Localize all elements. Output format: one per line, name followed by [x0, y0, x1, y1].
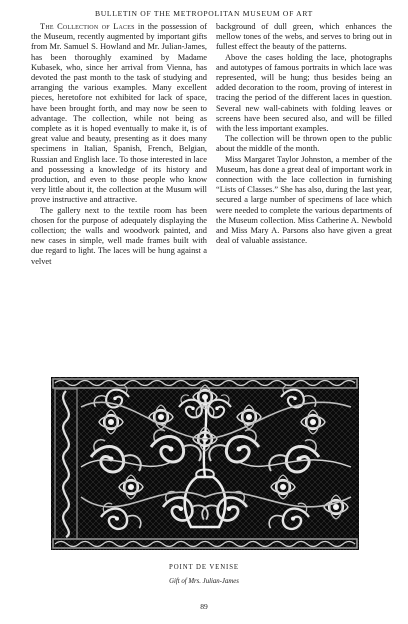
right-column	[216, 22, 392, 246]
paragraph-background-continued: background of dull green, which enhances the mellow tones of the webs, and serves to bring out in fullest effect the beauty of the patterns.	[216, 22, 392, 52]
lace-photograph	[51, 377, 359, 550]
page-number: 89	[200, 602, 208, 611]
paragraph-text: in the possession of the Museum, recently augmented by important gifts from Mr. Samuel S. Howland and Mr. Julian-James, has been thoroughly examined by Madame Kubasek, who, since her arrival from Vienna, has devoted the past month to the task of studying and arranging the various examples. Many excellent pieces, heretofore not exhibited for lack of space, have been brought forth, and may now be seen to advantage. The collection, while not being as complete as it is hoped eventually to make it, is of great value and beauty, presenting as it does many specimens in Italian, Spanish, French, Belgian, Russian and English lace. To those interested in lace and possessing a knowledge of its history and production, and even to those people who know very little about it, the collection at the Musum will prove instructive and attractive.	[31, 22, 207, 205]
paragraph-opening: The collection will be thrown open to the public about the middle of the month.	[216, 134, 392, 154]
paragraph-photographs: Above the cases holding the lace, photographs and autotypes of famous portraits in which lace was represented, will be hung; thus besides being an added decoration to the room, proving of interest in tracing the period of the different laces in question. Several new wall-cabinets with folding leaves or screens have been secured also, and will be filled with the less important examples.	[216, 52, 392, 134]
paragraph-gallery: The gallery next to the textile room has been chosen for the purpose of adequately displaying the collection; the walls and woodwork painted, and new cases in simple, well made frames built with due regard to light. The laces will be hung against a velvet	[31, 205, 207, 266]
lead-in-small-caps: The Collection of Laces	[40, 22, 135, 31]
figure-caption-credit: Gift of Mrs. Julian-James	[169, 578, 239, 585]
paragraph-lace-collection	[31, 22, 207, 206]
point-de-venise-lace-image	[51, 377, 359, 550]
paragraph-acknowledgements: Miss Margaret Taylor Johnston, a member of the Museum, has done a great deal of important work in connection with the lace collection in furnishing “Lists of Classes.” She has also, during the last year, secured a large number of specimens of lace which were needed to complete the various departments of the Museum collection. Miss Catherine A. Newbold and Miss Mary A. Parsons also have given a great deal of valuable assistance.	[216, 154, 392, 246]
left-column	[31, 22, 207, 267]
running-header: BULLETIN OF THE METROPOLITAN MUSEUM OF ART	[94, 9, 314, 18]
figure-caption-title: POINT DE VENISE	[169, 564, 239, 571]
